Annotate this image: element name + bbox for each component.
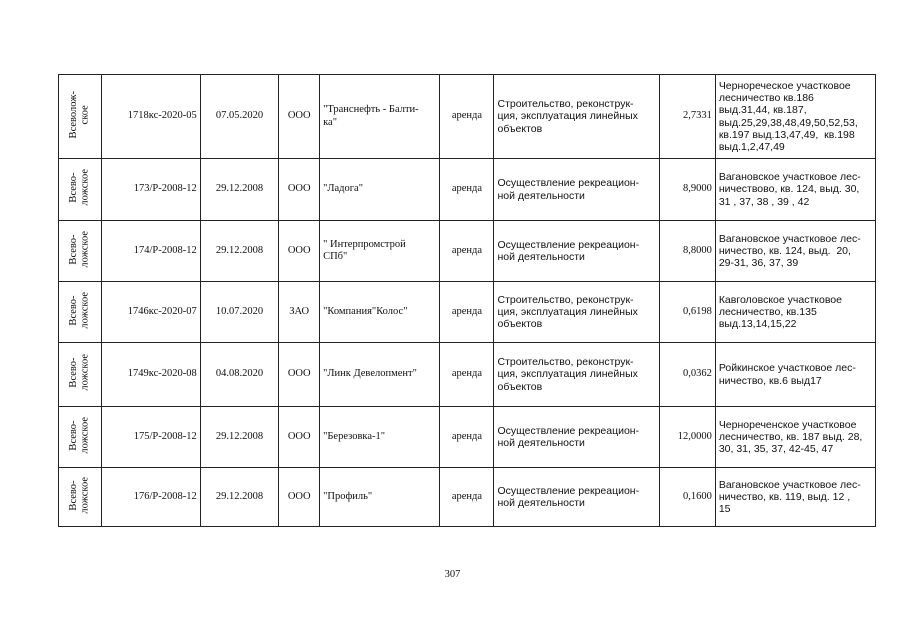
organization-cell: "Березовка-1" <box>320 407 440 468</box>
district-cell: Всево- ложское <box>59 407 102 468</box>
legal-form-cell: ООО <box>279 343 320 407</box>
area-cell: 0,6198 <box>659 282 715 343</box>
table-row <box>59 221 876 282</box>
purpose-cell: Строительство, реконструк- ция, эксплуатация линейных объектов <box>494 282 659 343</box>
usage-type-cell: аренда <box>440 159 494 221</box>
organization-cell: "Компания"Колос" <box>320 282 440 343</box>
location-cell: Ройкинское участковое лес- ничество, кв.6 выд17 <box>715 343 875 407</box>
document-number-cell: 1749кс-2020-08 <box>101 343 200 407</box>
legal-form-cell: ООО <box>279 159 320 221</box>
date-cell: 29.12.2008 <box>200 407 279 468</box>
date-cell: 29.12.2008 <box>200 221 279 282</box>
area-cell: 2,7331 <box>659 75 715 159</box>
table-row <box>59 282 876 343</box>
table-row <box>59 468 876 527</box>
usage-type-cell: аренда <box>440 221 494 282</box>
district-cell: Всево- ложское <box>59 468 102 527</box>
table-row <box>59 407 876 468</box>
usage-type-cell: аренда <box>440 407 494 468</box>
purpose-cell: Осуществление рекреацион- ной деятельности <box>494 159 659 221</box>
legal-form-cell: ООО <box>279 407 320 468</box>
document-number-cell: 1718кс-2020-05 <box>101 75 200 159</box>
organization-cell: " Интерпромстрой СПб" <box>320 221 440 282</box>
legal-form-cell: ООО <box>279 468 320 527</box>
legal-form-cell: ООО <box>279 221 320 282</box>
district-cell: Всево- ложское <box>59 221 102 282</box>
district-cell: Всево- ложское <box>59 159 102 221</box>
document-number-cell: 176/Р-2008-12 <box>101 468 200 527</box>
purpose-cell: Осуществление рекреацион- ной деятельности <box>494 407 659 468</box>
purpose-cell: Строительство, реконструк- ция, эксплуатация линейных объектов <box>494 75 659 159</box>
table-row <box>59 75 876 159</box>
document-number-cell: 174/Р-2008-12 <box>101 221 200 282</box>
date-cell: 29.12.2008 <box>200 159 279 221</box>
district-cell: Всево- ложское <box>59 282 102 343</box>
organization-cell: "Ладога" <box>320 159 440 221</box>
area-cell: 8,9000 <box>659 159 715 221</box>
location-cell: Вагановское участковое лес- ничество, кв. 124, выд. 20, 29-31, 36, 37, 39 <box>715 221 875 282</box>
purpose-cell: Осуществление рекреацион- ной деятельности <box>494 468 659 527</box>
usage-type-cell: аренда <box>440 282 494 343</box>
organization-cell: "Транснефть - Балти- ка" <box>320 75 440 159</box>
area-cell: 8,8000 <box>659 221 715 282</box>
page-number: 307 <box>444 569 461 580</box>
organization-cell: "Линк Девелопмент" <box>320 343 440 407</box>
district-cell: Всеволож- ское <box>59 75 102 159</box>
document-number-cell: 1746кс-2020-07 <box>101 282 200 343</box>
area-cell: 0,0362 <box>659 343 715 407</box>
document-number-cell: 173/Р-2008-12 <box>101 159 200 221</box>
location-cell: Вагановское участковое лес- ничествово, кв. 124, выд. 30, 31 , 37, 38 , 39 , 42 <box>715 159 875 221</box>
legal-form-cell: ЗАО <box>279 282 320 343</box>
purpose-cell: Строительство, реконструк- ция, эксплуатация линейных объектов <box>494 343 659 407</box>
date-cell: 07.05.2020 <box>200 75 279 159</box>
location-cell: Вагановское участковое лес- ничество, кв. 119, выд. 12 , 15 <box>715 468 875 527</box>
purpose-cell: Осуществление рекреацион- ной деятельности <box>494 221 659 282</box>
area-cell: 12,0000 <box>659 407 715 468</box>
location-cell: Чернореченское участковое лесничество, кв. 187 выд. 28, 30, 31, 35, 37, 42-45, 47 <box>715 407 875 468</box>
usage-type-cell: аренда <box>440 75 494 159</box>
legal-form-cell: ООО <box>279 75 320 159</box>
document-number-cell: 175/Р-2008-12 <box>101 407 200 468</box>
district-cell: Всево- ложское <box>59 343 102 407</box>
lease-table <box>58 74 876 527</box>
usage-type-cell: аренда <box>440 468 494 527</box>
location-cell: Чернореческое участковое лесничество кв.186 выд.31,44, кв.187, выд.25,29,38,48,49,50,52,53, кв.197 выд.13,47,49, кв.198 выд.1,2,47,49 <box>715 75 875 159</box>
table-row <box>59 343 876 407</box>
date-cell: 10.07.2020 <box>200 282 279 343</box>
table-row <box>59 159 876 221</box>
area-cell: 0,1600 <box>659 468 715 527</box>
usage-type-cell: аренда <box>440 343 494 407</box>
date-cell: 04.08.2020 <box>200 343 279 407</box>
organization-cell: "Профиль" <box>320 468 440 527</box>
location-cell: Кавголовское участковое лесничество, кв.135 выд.13,14,15,22 <box>715 282 875 343</box>
date-cell: 29.12.2008 <box>200 468 279 527</box>
